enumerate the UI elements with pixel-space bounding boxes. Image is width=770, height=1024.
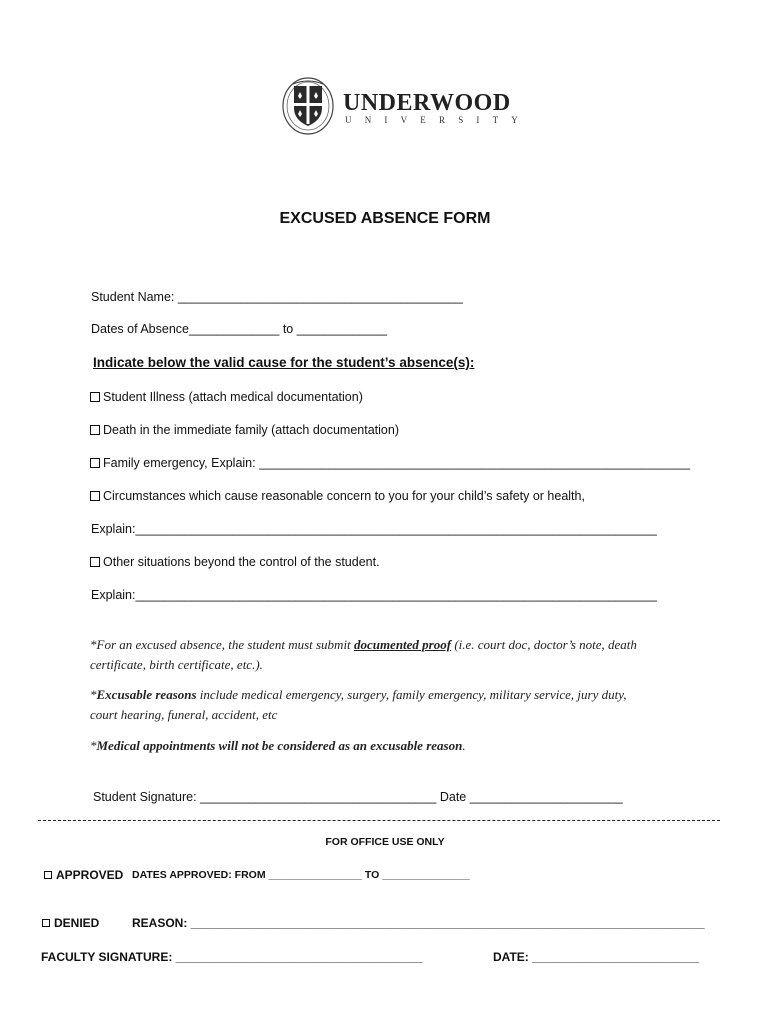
note-documented-proof [90,637,637,653]
note2-line2: court hearing, funeral, accident, etc [90,707,278,722]
note3-bold: Medical appointments will not be considered as an excusable reason [96,738,463,753]
note2-post: include medical emergency, surgery, family emergency, military service, jury duty, [196,687,627,702]
explain-field-1[interactable]: Explain:___________________________________________________________________________ [91,522,657,536]
note-medical-appointments [90,738,466,754]
logo-name: UNDERWOOD [343,90,511,116]
faculty-signature-field[interactable]: FACULTY SIGNATURE: _____________________________________ [41,950,423,964]
note-excusable-reasons [90,687,627,703]
note1-line2: certificate, birth certificate, etc.). [90,657,263,672]
option-family-emergency-label: Family emergency, Explain: ______________________________________________________________ [103,456,691,470]
office-use-heading: FOR OFFICE USE ONLY [325,836,445,848]
section-heading: Indicate below the valid cause for the student’s absence(s): [93,355,475,370]
explain-field-2[interactable]: Explain:___________________________________________________________________________ [91,588,657,602]
page-title: EXCUSED ABSENCE FORM [279,210,491,227]
option-illness-label: Student Illness (attach medical documentation) [103,390,363,404]
checkbox-approved[interactable] [44,871,52,879]
denied-option[interactable] [42,916,99,930]
note1-pre: *For an excused absence, the student must submit [90,637,354,652]
option-family-emergency[interactable] [90,456,690,470]
logo-subtitle: UNIVERSITY [345,115,531,125]
checkbox-other[interactable] [90,557,100,567]
dates-of-absence-field[interactable]: Dates of Absence_____________ to _____________ [91,322,388,336]
note2-pre: * [90,687,97,702]
denied-label: DENIED [54,916,100,930]
option-other-label: Other situations beyond the control of the student. [103,555,380,569]
option-other[interactable] [90,555,380,569]
option-death-label: Death in the immediate family (attach documentation) [103,423,399,437]
checkbox-illness[interactable] [90,392,100,402]
note1-bold: documented proof [353,637,452,652]
note2-bold: Excusable reasons [96,687,197,702]
checkbox-denied[interactable] [42,919,50,927]
dates-approved-field[interactable]: DATES APPROVED: FROM ________________ TO _______________ [132,869,470,881]
approved-option[interactable] [44,868,123,882]
divider [38,820,720,821]
note1-post: (i.e. court doc, doctor’s note, death [451,637,637,652]
note3-post: . [462,738,466,753]
option-circumstances-label: Circumstances which cause reasonable concern to you for your child’s safety or health, [103,489,585,503]
checkbox-family-emergency[interactable] [90,458,100,468]
student-name-field[interactable]: Student Name: _________________________________________ [91,290,463,304]
checkbox-death[interactable] [90,425,100,435]
option-circumstances[interactable] [90,489,585,503]
approved-label: APPROVED [56,868,124,882]
checkbox-circumstances[interactable] [90,491,100,501]
office-date-field[interactable]: DATE: _________________________ [493,950,699,964]
option-illness[interactable] [90,390,363,404]
option-death[interactable] [90,423,399,437]
student-signature-field[interactable]: Student Signature: __________________________________ Date ______________________ [93,790,623,804]
note3-pre: * [90,738,97,753]
reason-field[interactable]: REASON: _____________________________________________________________________________ [132,916,705,930]
university-seal-icon [281,76,335,136]
